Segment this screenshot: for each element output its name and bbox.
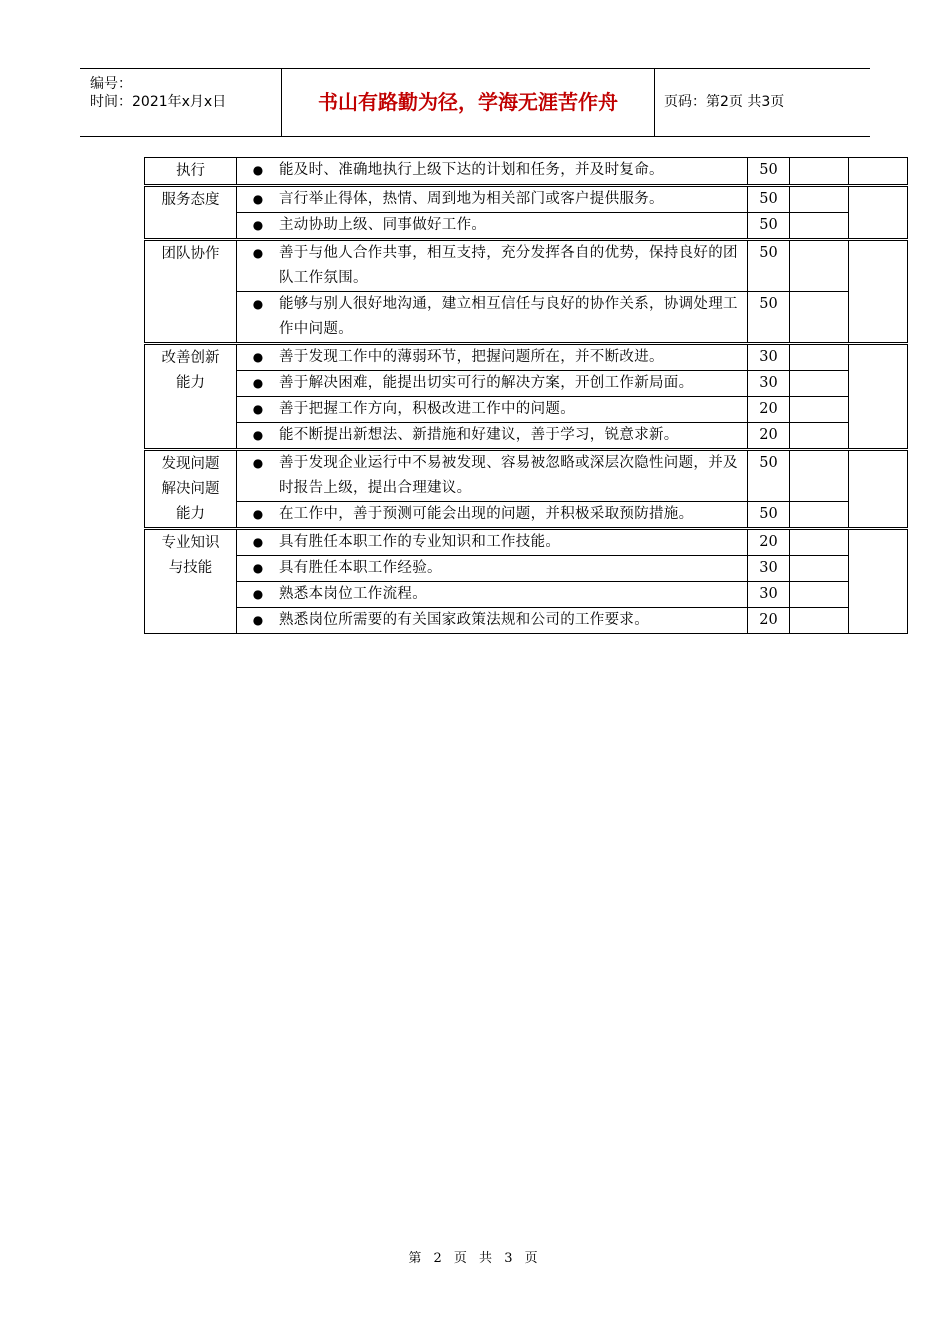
group-score-cell xyxy=(849,186,908,240)
group-score-cell xyxy=(849,344,908,450)
table-row xyxy=(145,371,908,397)
evaluation-cell xyxy=(790,502,849,529)
item-text: 具有胜任本职工作经验。 xyxy=(279,560,442,576)
bullet-icon: ● xyxy=(252,613,264,627)
group-score-cell xyxy=(849,450,908,529)
table-row xyxy=(145,186,908,213)
bullet-icon: ● xyxy=(252,163,264,177)
item-cell xyxy=(237,292,748,344)
category-line: 解决问题 xyxy=(161,481,220,497)
table-row xyxy=(145,158,908,186)
category-line: 专业知识 xyxy=(161,535,220,551)
category-cell xyxy=(145,450,237,529)
bullet-icon: ● xyxy=(252,535,264,549)
item-text: 善于发现工作中的薄弱环节，把握问题所在，并不断改进。 xyxy=(279,349,664,365)
evaluation-cell xyxy=(790,240,849,292)
item-text: 熟悉岗位所需要的有关国家政策法规和公司的工作要求。 xyxy=(279,612,649,628)
table-row xyxy=(145,582,908,608)
item-score: 50 xyxy=(748,213,790,240)
item-cell xyxy=(237,556,748,582)
item-text: 在工作中，善于预测可能会出现的问题，并积极采取预防措施。 xyxy=(279,506,694,522)
date-label: 时间：2021年x月x日 xyxy=(90,94,227,110)
evaluation-cell xyxy=(790,529,849,556)
category-label: 团队协作 xyxy=(161,246,220,262)
bullet-icon: ● xyxy=(252,587,264,601)
evaluation-cell xyxy=(790,292,849,344)
item-cell xyxy=(237,582,748,608)
item-text: 善于与他人合作共事，相互支持，充分发挥各自的优势，保持良好的团队工作氛围。 xyxy=(279,245,738,286)
item-text: 能及时、准确地执行上级下达的计划和任务，并及时复命。 xyxy=(279,162,664,178)
item-score: 30 xyxy=(748,582,790,608)
item-score: 30 xyxy=(748,344,790,371)
bullet-icon: ● xyxy=(252,246,264,260)
table-row xyxy=(145,397,908,423)
page-header xyxy=(80,68,870,137)
item-cell xyxy=(237,529,748,556)
item-cell xyxy=(237,450,748,502)
item-text: 熟悉本岗位工作流程。 xyxy=(279,586,427,602)
bullet-icon: ● xyxy=(252,192,264,206)
item-score: 30 xyxy=(748,371,790,397)
item-cell xyxy=(237,423,748,450)
table-row xyxy=(145,556,908,582)
group-score-cell xyxy=(849,158,908,186)
bullet-icon: ● xyxy=(252,350,264,364)
header-motto: 书山有路勤为径，学海无涯苦作舟 xyxy=(282,69,655,136)
item-text: 善于解决困难，能提出切实可行的解决方案，开创工作新局面。 xyxy=(279,375,694,391)
table-row xyxy=(145,608,908,634)
item-text: 主动协助上级、同事做好工作。 xyxy=(279,217,487,233)
bullet-icon: ● xyxy=(252,218,264,232)
evaluation-cell xyxy=(790,158,849,186)
item-score: 50 xyxy=(748,502,790,529)
evaluation-table xyxy=(144,157,908,634)
item-cell xyxy=(237,502,748,529)
code-label: 编号： xyxy=(90,76,132,92)
table-row xyxy=(145,502,908,529)
table-row xyxy=(145,292,908,344)
item-score: 30 xyxy=(748,556,790,582)
item-cell xyxy=(237,158,748,186)
category-line: 与技能 xyxy=(168,560,213,576)
evaluation-cell xyxy=(790,344,849,371)
item-text: 能不断提出新想法、新措施和好建议，善于学习，锐意求新。 xyxy=(279,427,679,443)
item-score: 50 xyxy=(748,186,790,213)
evaluation-cell xyxy=(790,582,849,608)
bullet-icon: ● xyxy=(252,456,264,470)
item-text: 言行举止得体，热情、周到地为相关部门或客户提供服务。 xyxy=(279,191,664,207)
item-cell xyxy=(237,213,748,240)
item-score: 50 xyxy=(748,240,790,292)
evaluation-cell xyxy=(790,186,849,213)
item-cell xyxy=(237,608,748,634)
evaluation-cell xyxy=(790,423,849,450)
item-score: 50 xyxy=(748,450,790,502)
bullet-icon: ● xyxy=(252,428,264,442)
bullet-icon: ● xyxy=(252,561,264,575)
category-cell xyxy=(145,186,237,240)
bullet-icon: ● xyxy=(252,402,264,416)
table-row xyxy=(145,529,908,556)
item-score: 20 xyxy=(748,529,790,556)
item-text: 能够与别人很好地沟通，建立相互信任与良好的协作关系，协调处理工作中问题。 xyxy=(279,296,738,337)
item-score: 50 xyxy=(748,292,790,344)
category-cell xyxy=(145,240,237,344)
item-text: 善于把握工作方向，积极改进工作中的问题。 xyxy=(279,401,575,417)
category-line: 发现问题 xyxy=(161,456,220,472)
evaluation-cell xyxy=(790,450,849,502)
item-cell xyxy=(237,397,748,423)
bullet-icon: ● xyxy=(252,297,264,311)
category-line: 能力 xyxy=(176,506,205,522)
item-text: 善于发现企业运行中不易被发现、容易被忽略或深层次隐性问题，并及时报告上级，提出合理建议。 xyxy=(279,455,738,496)
category-line: 能力 xyxy=(176,375,205,391)
category-cell xyxy=(145,344,237,450)
item-cell xyxy=(237,344,748,371)
evaluation-cell xyxy=(790,213,849,240)
item-score: 20 xyxy=(748,423,790,450)
evaluation-cell xyxy=(790,608,849,634)
table-row xyxy=(145,344,908,371)
item-score: 50 xyxy=(748,158,790,186)
page-footer: 第 2 页 共 3 页 xyxy=(408,1251,542,1266)
bullet-icon: ● xyxy=(252,376,264,390)
evaluation-cell xyxy=(790,556,849,582)
table-row xyxy=(145,240,908,292)
table-row xyxy=(145,213,908,240)
header-meta xyxy=(80,69,282,136)
item-score: 20 xyxy=(748,608,790,634)
group-score-cell xyxy=(849,240,908,344)
table-row xyxy=(145,423,908,450)
category-label: 服务态度 xyxy=(161,192,220,208)
table-row xyxy=(145,450,908,502)
item-cell xyxy=(237,186,748,213)
item-text: 具有胜任本职工作的专业知识和工作技能。 xyxy=(279,534,561,550)
category-cell xyxy=(145,529,237,634)
group-score-cell xyxy=(849,529,908,634)
item-cell xyxy=(237,240,748,292)
item-cell xyxy=(237,371,748,397)
bullet-icon: ● xyxy=(252,507,264,521)
category-cell xyxy=(145,158,237,186)
evaluation-cell xyxy=(790,371,849,397)
category-line: 改善创新 xyxy=(161,350,220,366)
category-label: 执行 xyxy=(176,163,205,179)
header-page-label: 页码：第2页 共3页 xyxy=(664,94,785,110)
evaluation-cell xyxy=(790,397,849,423)
item-score: 20 xyxy=(748,397,790,423)
